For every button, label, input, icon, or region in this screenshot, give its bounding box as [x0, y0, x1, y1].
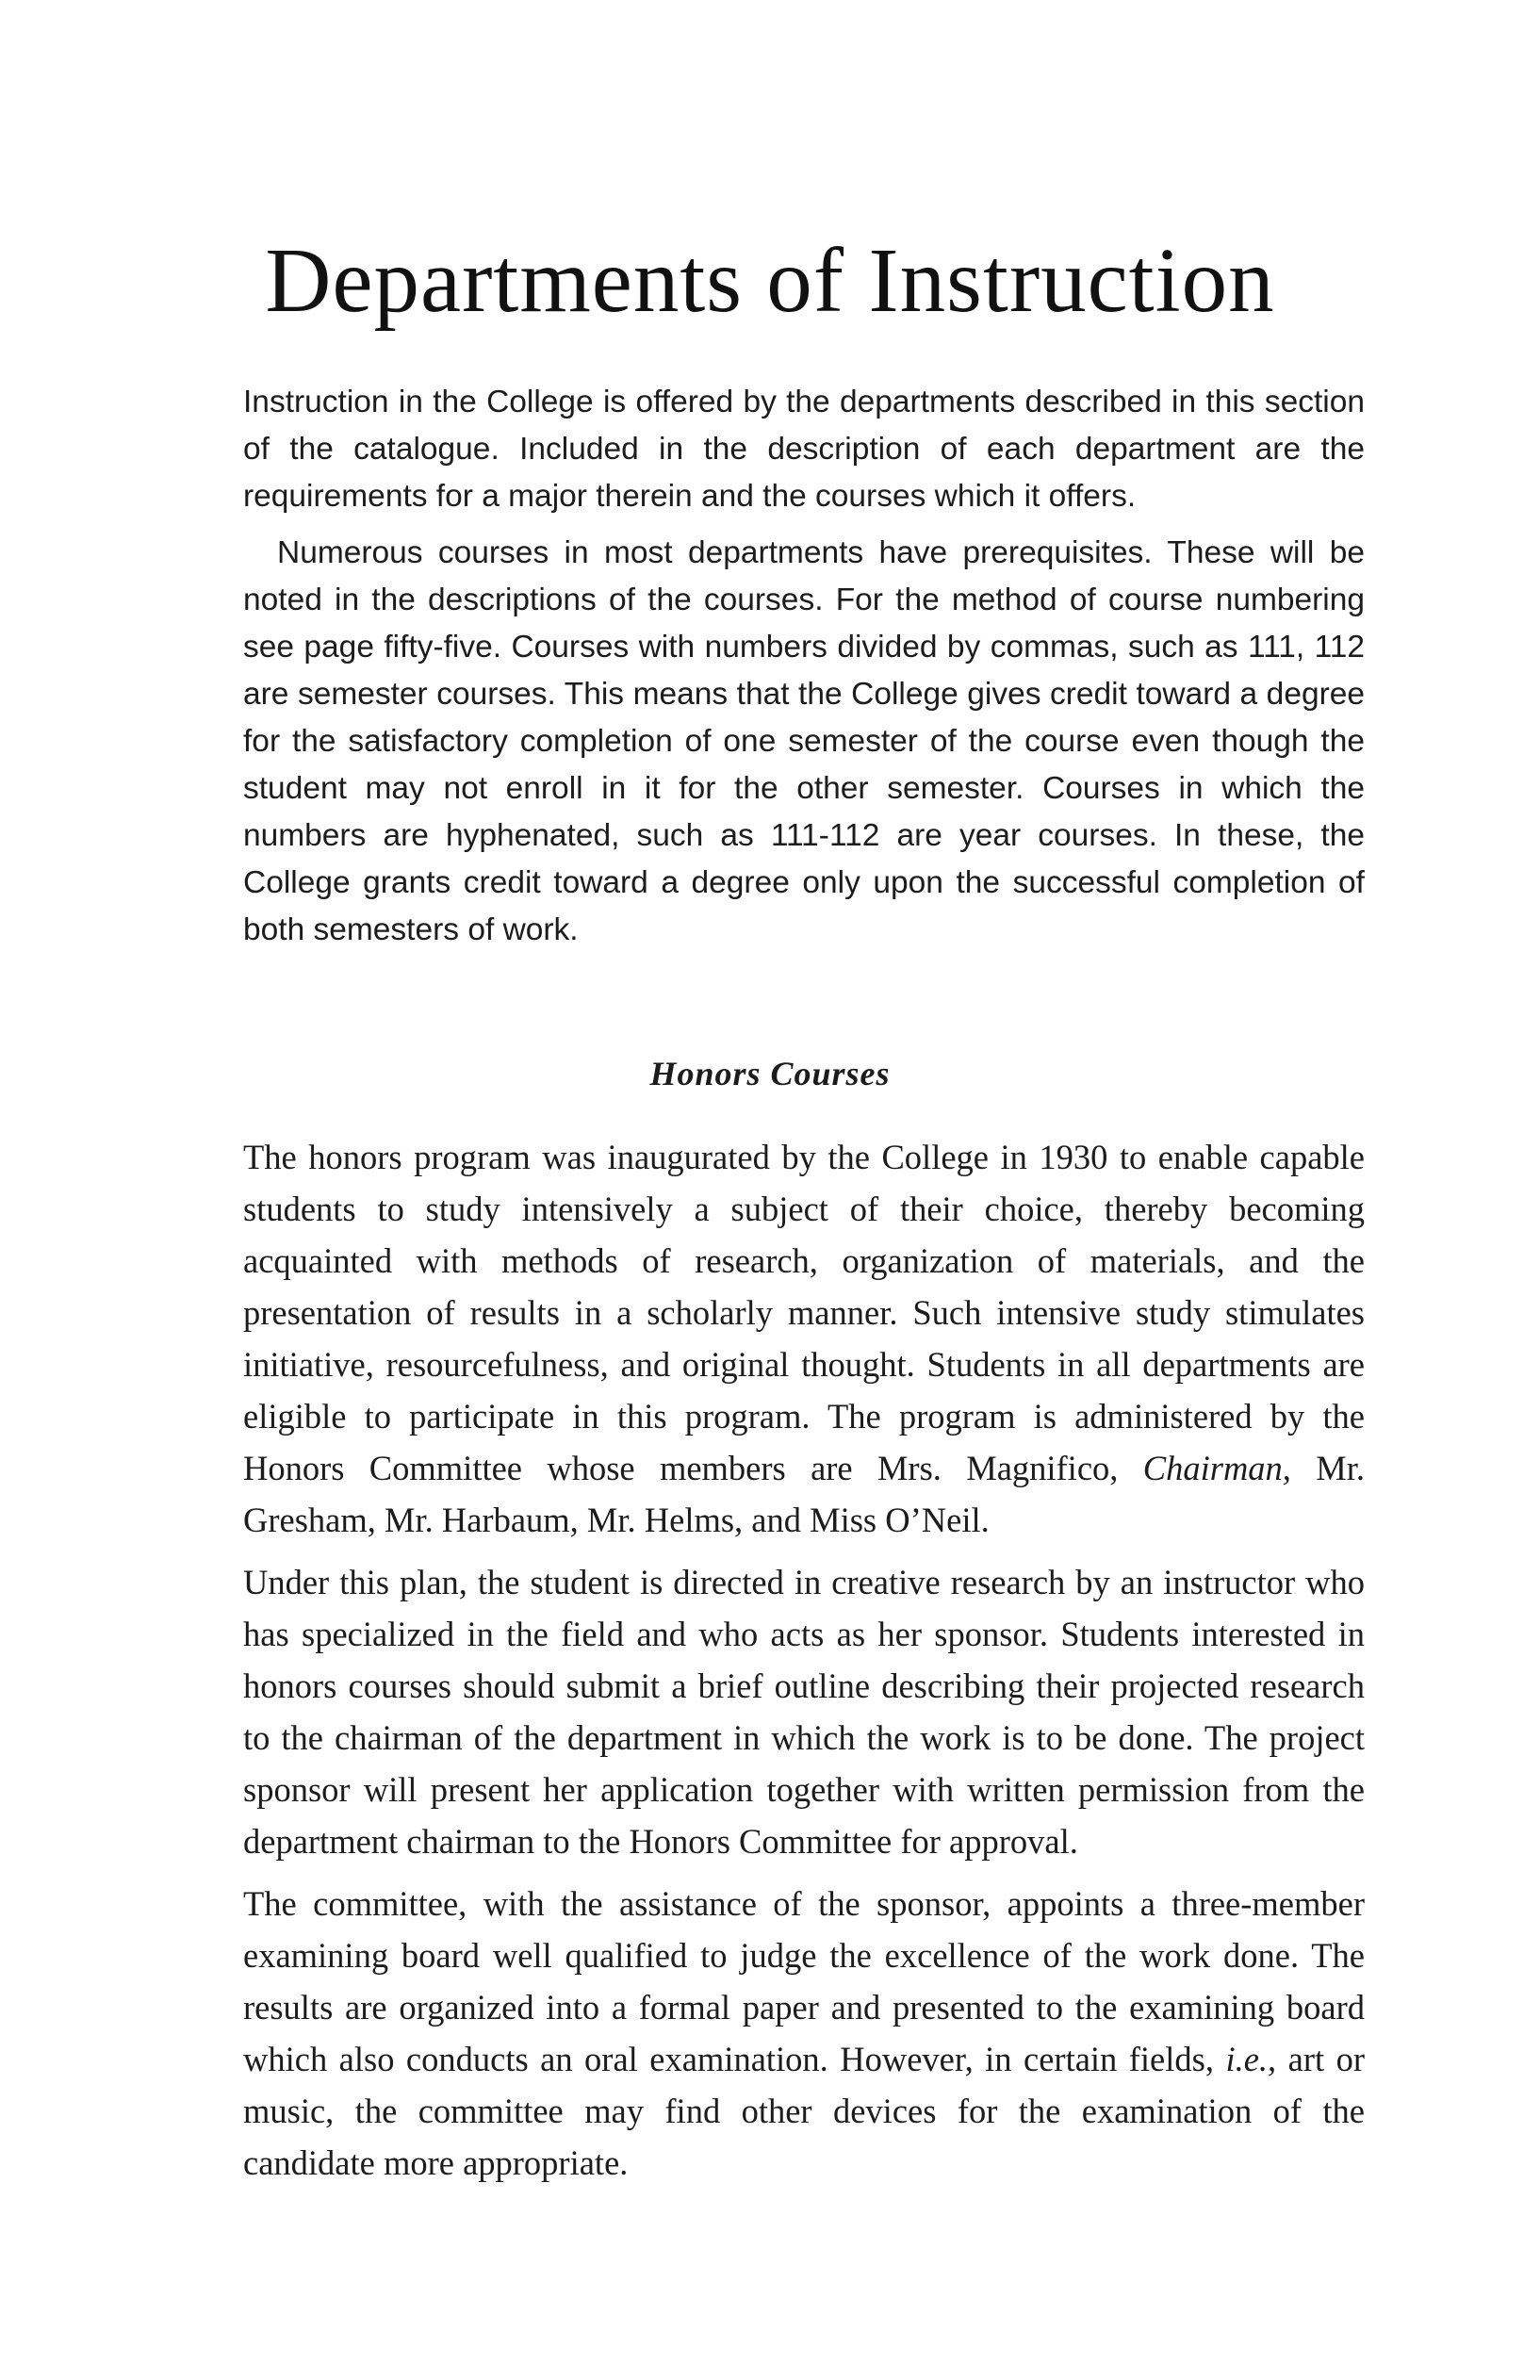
honors-courses-heading: Honors Courses — [649, 1055, 891, 1092]
page-title: Departments of Instruction — [265, 230, 1275, 331]
honors-paragraph-1-members: Mr. Gresham, Mr. Harbaum, Mr. Helms, and Miss O’Neil. — [243, 1449, 1366, 1539]
intro-paragraph-1: Instruction in the College is offered by the departments described in this section of the catalogue. Included in the description of each department are the requirements for a major therein and the courses which it offers. — [243, 385, 1365, 514]
honors-paragraph-3-text: The committee, with the assistance of the sponsor, appoints a three-member examining board well qualified to judge the excellence of the work done. The results are organized into a formal paper and presented to the examining board which also conducts an oral examination. However, in certain fields, — [243, 1884, 1365, 2078]
intro-section — [243, 379, 1365, 954]
honors-paragraph-1 — [243, 1131, 1365, 1546]
honors-paragraph-3 — [243, 1878, 1365, 2189]
honors-paragraph-2: Under this plan, the student is directed in creative research by an instructor who has specialized in the field and who acts as her sponsor. Students interested in honors courses should submit a brief outline describing their projected research to the chairman of the department in which the work is to be done. The project sponsor will present her application together with written permission from the department chairman to the Honors Committee for approval. — [243, 1563, 1365, 1861]
chairman-title: Chairman, — [1142, 1449, 1291, 1487]
honors-paragraph-1-text: The honors program was inaugurated by the College in 1930 to enable capable students to study intensively a subject of their choice, thereby becoming acquainted with methods of research, organization of materials, and the presentation of results in a scholarly manner. Such intensive study stimulates initiative, resourcefulness, and original thought. Students in all departments are eligible to participate in this program. The program is administered by the Honors Committee whose members are Mrs. Magnifico, — [243, 1138, 1365, 1487]
honors-section — [243, 1131, 1365, 2189]
intro-paragraph-2: Numerous courses in most departments have prerequisites. These will be noted in the descriptions of the courses. For the method of course numbering see page fifty-five. Courses with numbers divided by commas, such as 111, 112 are semester courses. This means that the College gives credit toward a degree for the satisfactory completion of one semester of the course even though the student may not enroll in it for the other semester. Courses in which the numbers are hyphenated, such as 111-112 are year courses. In these, the College grants credit toward a degree only upon the successful completion of both semesters of work. — [243, 535, 1365, 947]
ie-abbreviation: i.e., — [1225, 2040, 1277, 2078]
honors-paragraph-3-ending: art or music, the committee may find other devices for the examination of the candidate more appropriate. — [243, 2040, 1366, 2182]
